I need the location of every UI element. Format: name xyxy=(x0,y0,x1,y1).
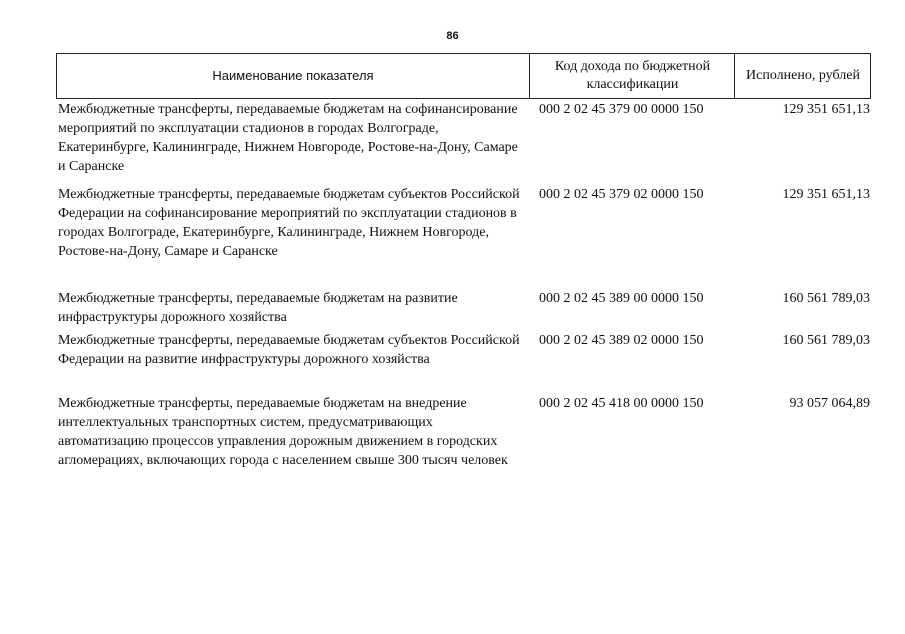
row-amount: 93 057 064,89 xyxy=(789,396,870,411)
row-name: Межбюджетные трансферты, передаваемые бюджетам субъектов Российской Федерации на софинансирование мероприятий по эксплуатации стадионов в городах Волгограде, Екатеринбурге, Калининграде, Нижнем Новгороде, Ростове-на-Дону, Самаре и Саранске xyxy=(58,187,520,259)
row-code: 000 2 02 45 418 00 0000 150 xyxy=(539,396,704,411)
header-code: Код дохода по бюджетной классификации xyxy=(529,54,735,98)
row-name: Межбюджетные трансферты, передаваемые бюджетам на внедрение интеллектуальных транспортных систем, предусматривающих автоматизацию процессов управления дорожным движением в городских агломерациях, включающих города с населением свыше 300 тысяч человек xyxy=(58,396,508,468)
page-number: 86 xyxy=(446,30,459,42)
row-amount: 129 351 651,13 xyxy=(782,187,870,202)
row-amount: 160 561 789,03 xyxy=(782,333,870,348)
row-amount: 129 351 651,13 xyxy=(782,102,870,117)
header-amount: Исполнено, рублей xyxy=(734,54,871,98)
row-code: 000 2 02 45 389 02 0000 150 xyxy=(539,333,704,348)
header-name: Наименование показателя xyxy=(212,68,374,83)
row-code: 000 2 02 45 379 00 0000 150 xyxy=(539,102,704,117)
row-code: 000 2 02 45 389 00 0000 150 xyxy=(539,291,704,306)
row-name: Межбюджетные трансферты, передаваемые бюджетам на развитие инфраструктуры дорожного хозяйства xyxy=(58,291,458,325)
row-code: 000 2 02 45 379 02 0000 150 xyxy=(539,187,704,202)
row-name: Межбюджетные трансферты, передаваемые бюджетам на софинансирование мероприятий по эксплуатации стадионов в городах Волгограде, Екатеринбурге, Калининграде, Нижнем Новгороде, Ростове-на-Дону, Самаре и Саранске xyxy=(58,102,518,174)
row-name: Межбюджетные трансферты, передаваемые бюджетам субъектов Российской Федерации на развитие инфраструктуры дорожного хозяйства xyxy=(58,333,520,367)
table-header xyxy=(56,53,871,99)
row-amount: 160 561 789,03 xyxy=(782,291,870,306)
